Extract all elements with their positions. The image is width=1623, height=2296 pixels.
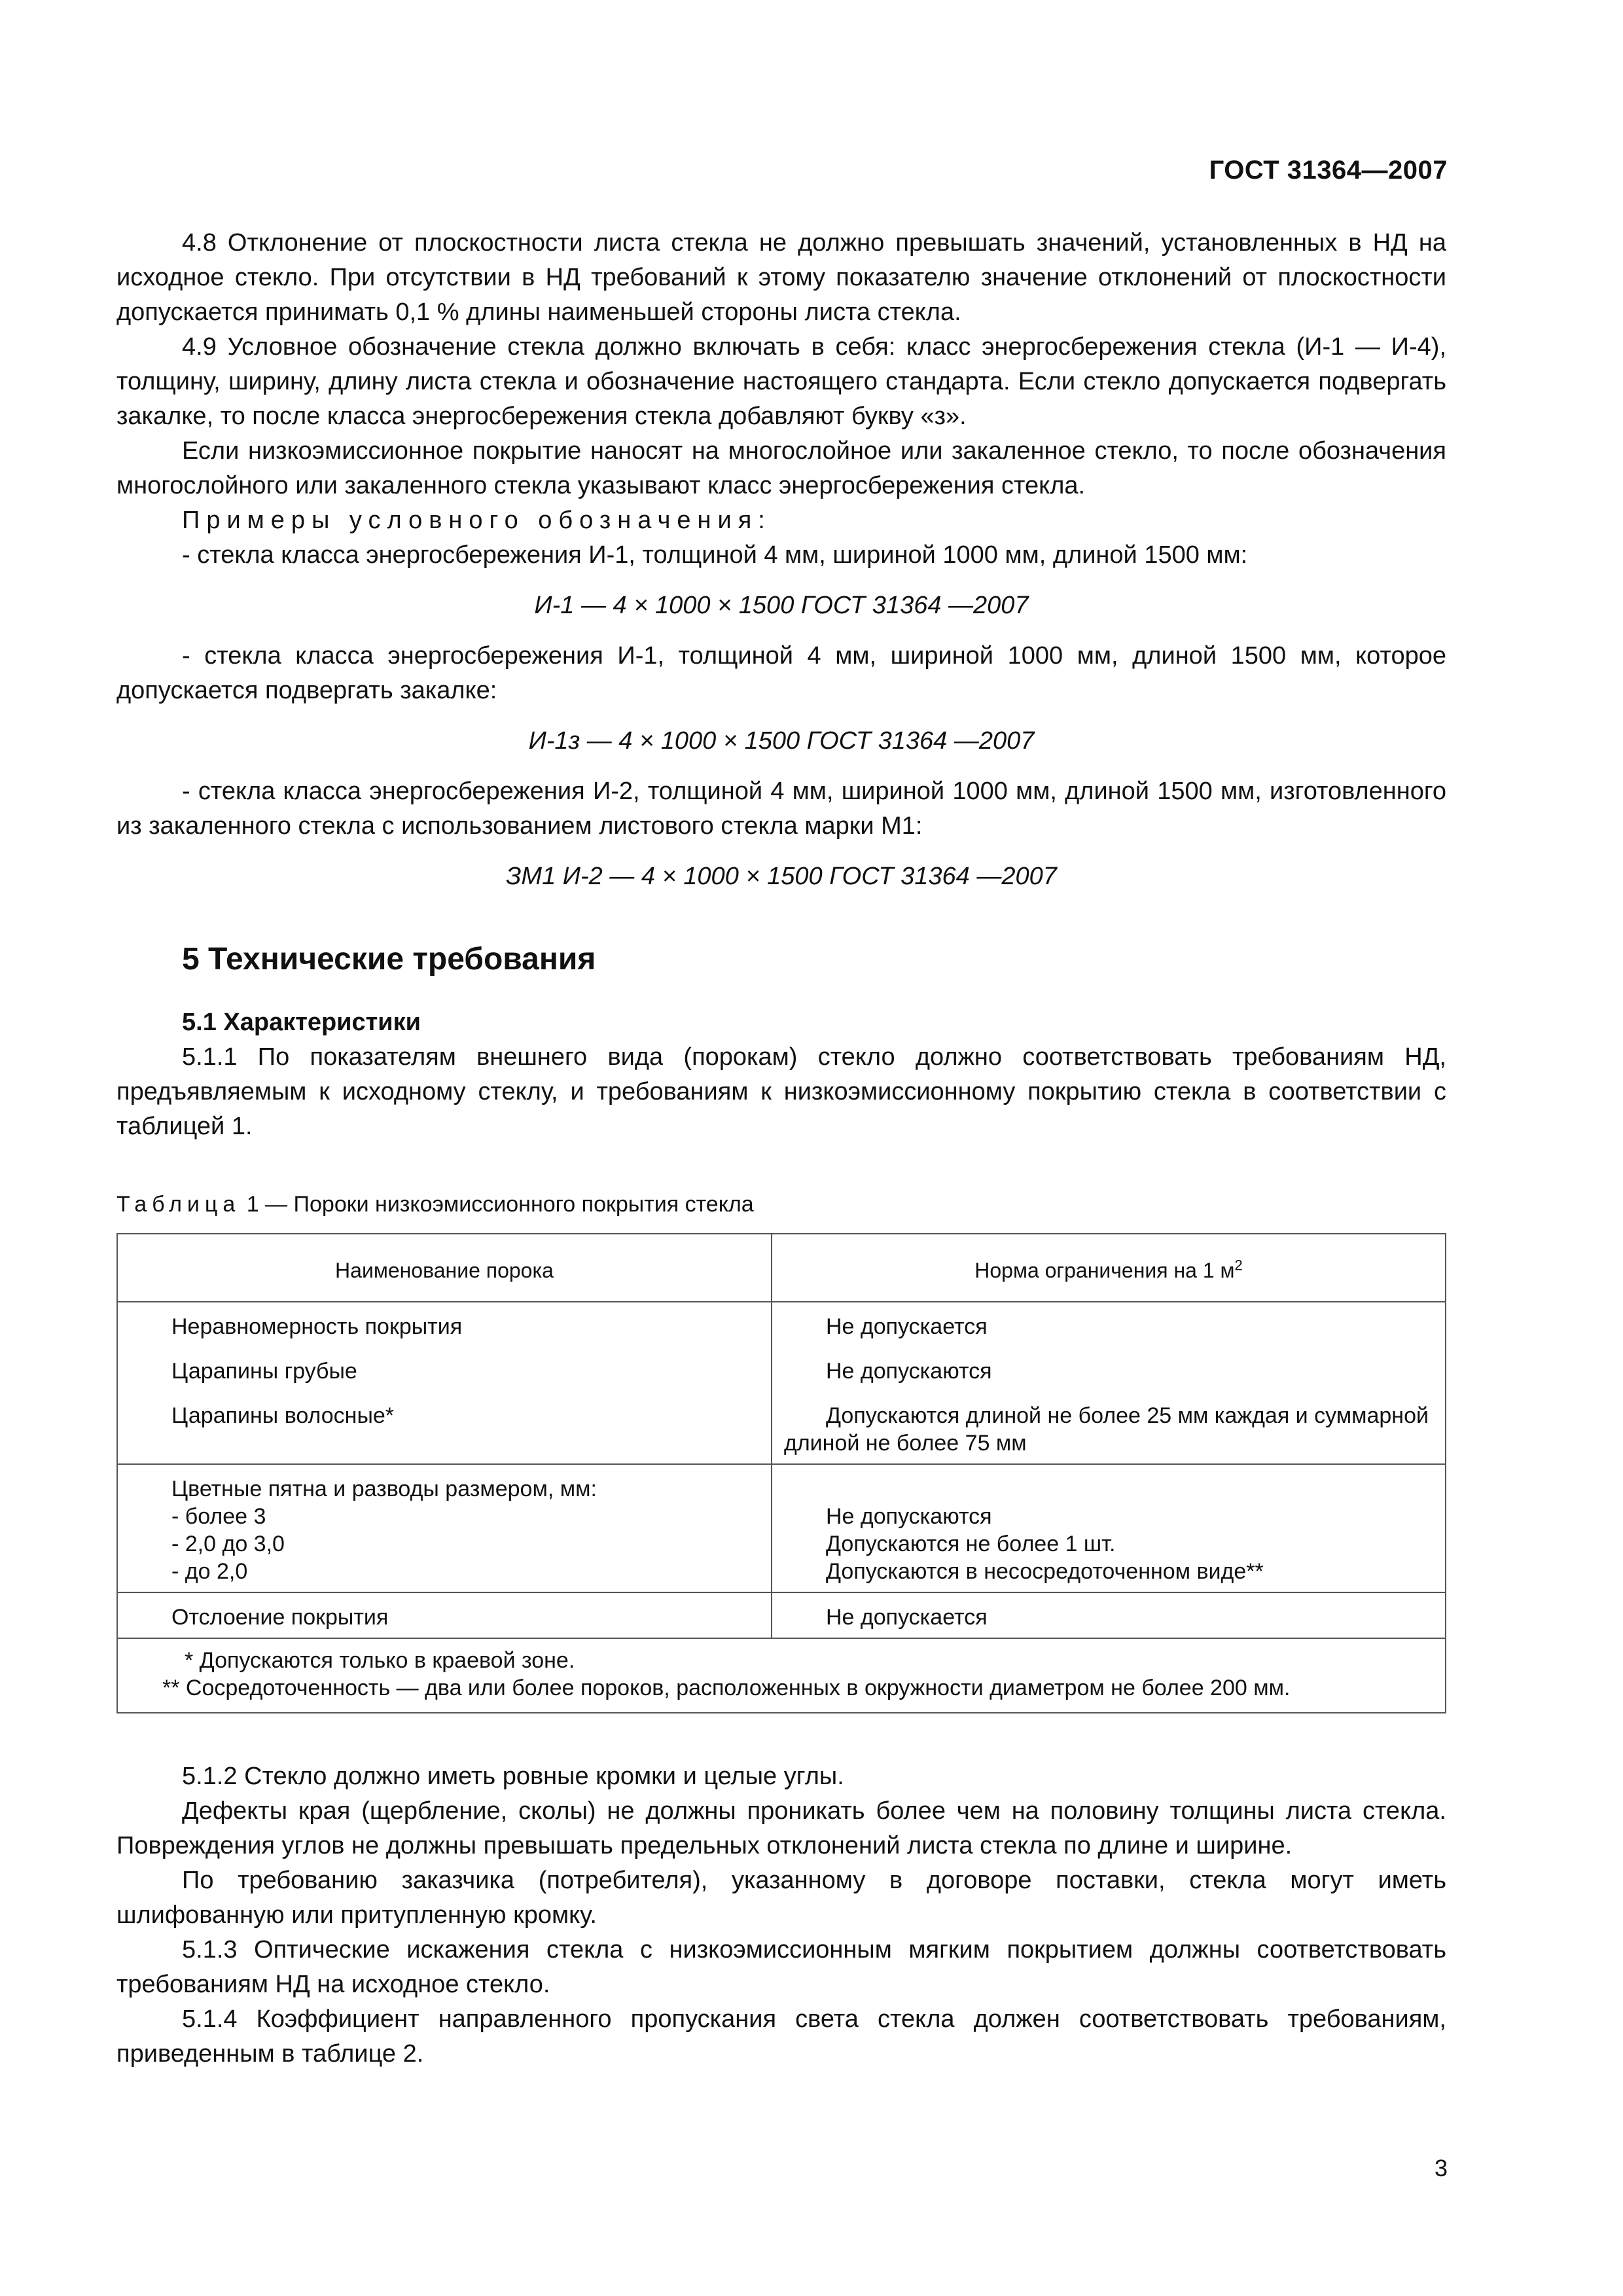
cell-defect-name: Царапины грубые	[117, 1347, 772, 1391]
subsection-5-1-heading: 5.1 Характеристики	[182, 1009, 421, 1036]
document-code-header: ГОСТ 31364—2007	[1209, 156, 1448, 185]
table-note-2: ** Сосредоточенность — два или более пороков, расположенных в окружности диаметром не более 200 мм.	[162, 1676, 1291, 1700]
clause-4-8: 4.8 Отклонение от плоскостности листа стекла не должно превышать значений, установленных в НД на исходное стекло. При отсутствии в НД требований к этому показателю значение отклонений от плоскостности допускается принимать 0,1 % длины наименьшей стороны листа стекла.	[116, 229, 1446, 326]
cell-norm	[772, 1391, 1446, 1464]
col-header-defect-name: Наименование порока	[117, 1234, 772, 1302]
table-caption-label: Таблица	[116, 1192, 241, 1217]
table-row	[117, 1464, 1446, 1592]
paragraph-edge-defects: Дефекты края (щербление, сколы) не должны проникать более чем на половину толщины листа стекла. Повреждения углов не должны превышать предельных отклонений листа стекла по длине и ширине.	[116, 1797, 1446, 1859]
example-item-1: - стекла класса энергосбережения И-1, толщиной 4 мм, шириной 1000 мм, длиной 1500 мм:	[182, 541, 1248, 569]
table-note-1: * Допускаются только в краевой зоне.	[185, 1648, 575, 1673]
cell-norm-text: Не допускаются	[826, 1359, 992, 1384]
paragraph-coating-note: Если низкоэмиссионное покрытие наносят на многослойное или закаленное стекло, то после обозначения многослойного или закаленного стекла указывают класс энергосбережения стекла.	[116, 437, 1446, 499]
cell-line: - до 2,0	[171, 1559, 248, 1584]
clause-5-1-3: 5.1.3 Оптические искажения стекла с низкоэмиссионным мягким покрытием должны соответствовать требованиям НД на исходное стекло.	[116, 1936, 1446, 1998]
col-header-norm-superscript: 2	[1234, 1257, 1243, 1274]
cell-defect-name: Царапины волосные*	[117, 1391, 772, 1464]
bottom-paragraphs	[116, 1759, 1446, 2072]
table-header-row	[117, 1234, 1446, 1302]
cell-norm	[772, 1302, 1446, 1347]
table-notes	[117, 1638, 1446, 1713]
example-formula-1: И-1 — 4 × 1000 × 1500 ГОСТ 31364 —2007	[534, 592, 1029, 619]
table-row	[117, 1302, 1446, 1347]
page-number: 3	[1434, 2155, 1448, 2181]
example-formula-3: ЗМ1 И-2 — 4 × 1000 × 1500 ГОСТ 31364 —2007	[506, 863, 1057, 890]
clause-5-1-2: 5.1.2 Стекло должно иметь ровные кромки и целые углы.	[182, 1763, 844, 1790]
cell-line: Не допускаются	[826, 1504, 992, 1529]
examples-title: Примеры условного обозначения:	[182, 507, 772, 534]
cell-line: Цветные пятна и разводы размером, мм:	[171, 1477, 597, 1501]
page-content	[116, 226, 1446, 2072]
col-header-norm	[772, 1234, 1446, 1302]
cell-norm	[772, 1347, 1446, 1391]
cell-spacer	[784, 1475, 1432, 1503]
section-5-heading: 5 Технические требования	[182, 942, 596, 977]
clause-5-1-1: 5.1.1 По показателям внешнего вида (порокам) стекло должно соответствовать требованиям НД, предъявляемым к исходному стеклу, и требованиям к низкоэмиссионному покрытию стекла в соответствии с таблицей 1.	[116, 1043, 1446, 1140]
paragraph-customer-request: По требованию заказчика (потребителя), указанному в договоре поставки, стекла могут иметь шлифованную или притупленную кромку.	[116, 1867, 1446, 1929]
cell-norm	[772, 1592, 1446, 1638]
table-row	[117, 1347, 1446, 1391]
cell-defect-name: Отслоение покрытия	[117, 1592, 772, 1638]
clause-4-9: 4.9 Условное обозначение стекла должно включать в себя: класс энергосбережения стекла (И-1 — И-4), толщину, ширину, длину листа стекла и обозначение настоящего стандарта. Если стекло допускается подвергать закалке, то после класса энергосбережения стекла добавляют букву «з».	[116, 333, 1446, 430]
example-item-2: - стекла класса энергосбережения И-1, толщиной 4 мм, шириной 1000 мм, длиной 1500 мм, которое допускается подвергать закалке:	[116, 642, 1446, 704]
cell-line: - более 3	[171, 1504, 266, 1529]
table-caption-text: 1 — Пороки низкоэмиссионного покрытия стекла	[240, 1192, 754, 1217]
cell-defect-name	[117, 1464, 772, 1592]
cell-line: Допускаются не более 1 шт.	[826, 1532, 1116, 1556]
col-header-norm-text: Норма ограничения на 1 м	[974, 1259, 1235, 1282]
table-row	[117, 1592, 1446, 1638]
clause-5-1-4: 5.1.4 Коэффициент направленного пропускания света стекла должен соответствовать требованиям, приведенным в таблице 2.	[116, 2005, 1446, 2068]
cell-norm-text: Допускаются длиной не более 25 мм каждая и суммарной длиной не более 75 мм	[784, 1403, 1429, 1456]
table-notes-row	[117, 1638, 1446, 1713]
cell-norm	[772, 1464, 1446, 1592]
cell-norm-text: Не допускается	[826, 1605, 988, 1630]
cell-line: - 2,0 до 3,0	[171, 1532, 285, 1556]
cell-norm-text: Не допускается	[826, 1314, 988, 1339]
example-item-3: - стекла класса энергосбережения И-2, толщиной 4 мм, шириной 1000 мм, длиной 1500 мм, изготовленного из закаленного стекла с использованием листового стекла марки М1:	[116, 778, 1446, 840]
table-1	[116, 1233, 1446, 1713]
table-1-caption	[116, 1190, 1446, 1219]
cell-line: Допускаются в несосредоточенном виде**	[826, 1559, 1264, 1584]
table-row	[117, 1391, 1446, 1464]
example-formula-2: И-1з — 4 × 1000 × 1500 ГОСТ 31364 —2007	[528, 727, 1035, 755]
cell-defect-name: Неравномерность покрытия	[117, 1302, 772, 1347]
